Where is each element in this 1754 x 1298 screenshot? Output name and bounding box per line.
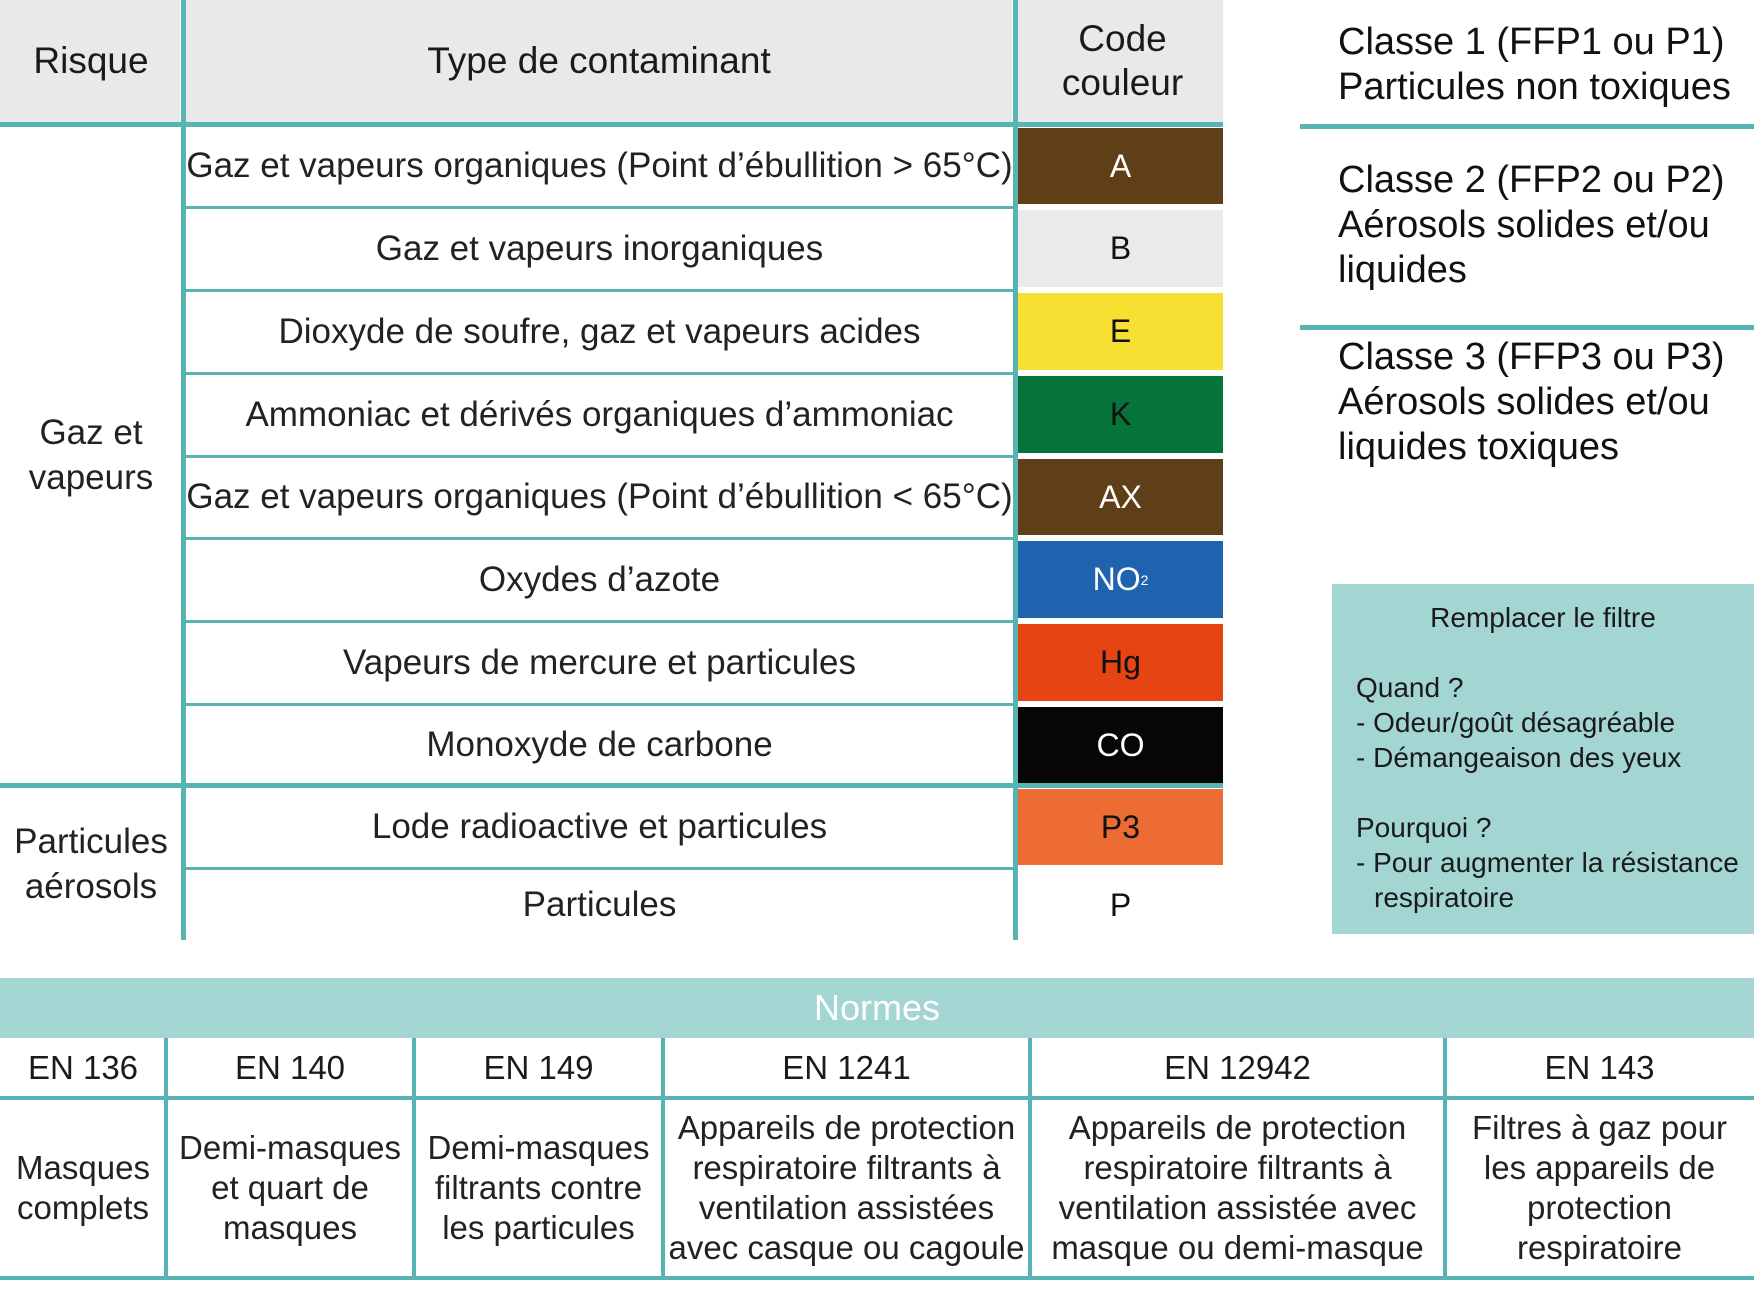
rule-col1 (181, 0, 186, 940)
color-code-label: P3 (1100, 808, 1141, 845)
color-code-label: P (1109, 886, 1132, 923)
why-line: respiratoire (1374, 882, 1515, 913)
class-2-desc-line: liquides (1338, 249, 1467, 291)
class-3-desc-line: Aérosols solides et/ou (1338, 381, 1710, 423)
class-1 (1338, 20, 1754, 110)
norme-code: EN 1241 (782, 1049, 911, 1086)
row-rule (186, 206, 1013, 209)
color-code-label: E (1109, 313, 1132, 349)
norme-desc (166, 1100, 414, 1276)
norme-code: EN 140 (234, 1049, 346, 1086)
norme-desc (0, 1100, 166, 1276)
rule-col2 (1013, 0, 1018, 940)
norme-desc-line: Filtres à gaz pour (1472, 1109, 1727, 1146)
replace-filter-box (1332, 584, 1754, 934)
norme-desc-line: les particules (442, 1209, 635, 1246)
contaminant-type: Monoxyde de carbone (426, 725, 773, 764)
color-code-label: AX (1099, 478, 1142, 515)
contaminant-type: Gaz et vapeurs organiques (Point d’ébullition < 65°C) (186, 477, 1013, 516)
class-divider-2 (1300, 325, 1754, 330)
contaminant-type: Gaz et vapeurs inorganiques (375, 228, 824, 268)
row-rule (186, 867, 1013, 870)
norme-code: EN 136 (27, 1049, 139, 1086)
norme-desc-line: filtrants contre (434, 1169, 643, 1206)
norme-desc-line: ventilation assistées (698, 1189, 995, 1226)
class-2-title: Classe 2 (FFP2 ou P2) (1338, 159, 1725, 201)
when-item: - Odeur/goût désagréable (1356, 707, 1676, 738)
color-code-label: CO (1096, 726, 1145, 763)
norme-desc-line: les appareils de (1483, 1149, 1716, 1186)
normes-col-rule (412, 1038, 416, 1278)
row-rule (186, 289, 1013, 292)
header-type: Type de contaminant (427, 40, 771, 81)
norme-desc-line: masque ou demi-masque (1051, 1229, 1424, 1266)
color-code (1018, 789, 1223, 865)
contaminant-type: Lode radioactive et particules (371, 807, 828, 846)
norme-code: EN 143 (1544, 1049, 1655, 1086)
class-1-desc: Particules non toxiques (1338, 66, 1731, 108)
color-code (1018, 541, 1223, 618)
norme-desc-line: ventilation assistée avec (1058, 1189, 1417, 1226)
normes-col-rule (164, 1038, 168, 1278)
norme-desc-line: Appareils de protection (677, 1109, 1016, 1146)
norme-desc (414, 1100, 663, 1276)
norme-desc-line: et quart de (211, 1169, 369, 1206)
replace-filter-title: Remplacer le filtre (1430, 602, 1656, 633)
row-rule (186, 703, 1013, 706)
class-3-title: Classe 3 (FFP3 ou P3) (1338, 336, 1725, 378)
normes-rule-mid (0, 1096, 1754, 1100)
norme-desc-line: complets (16, 1189, 150, 1226)
norme-code: EN 149 (483, 1049, 594, 1086)
color-code-label: K (1109, 396, 1132, 432)
row-rule (186, 620, 1013, 623)
color-code (1018, 624, 1223, 701)
color-code (1018, 707, 1223, 783)
color-code-label: NO (1092, 561, 1141, 597)
norme-desc-line: avec casque ou cagoule (668, 1229, 1025, 1266)
color-code-label: A (1109, 147, 1132, 184)
normes-rule-bottom (0, 1276, 1754, 1280)
class-2 (1338, 158, 1754, 293)
norme-desc-line: respiratoire filtrants à (1083, 1149, 1392, 1186)
why-line: - Pour augmenter la résistance (1356, 847, 1739, 878)
contaminant-type: Particules (522, 885, 677, 924)
norme-desc (663, 1100, 1030, 1276)
norme-desc-line: Demi-masques (427, 1129, 650, 1166)
contaminant-type: Oxydes d’azote (478, 559, 721, 599)
color-code (1018, 210, 1223, 287)
when-item: - Démangeaison des yeux (1356, 742, 1682, 773)
normes-col-rule (1028, 1038, 1032, 1278)
norme-desc (1030, 1100, 1445, 1276)
norme-desc-line: Demi-masques (179, 1129, 401, 1166)
color-code (1018, 871, 1223, 939)
contaminant-type: Gaz et vapeurs organiques (Point d’ébullition > 65°C) (186, 146, 1013, 185)
color-code (1018, 459, 1223, 535)
norme-desc (1445, 1100, 1754, 1276)
when-heading: Quand ? (1356, 672, 1464, 703)
group-gas-vapours: Gaz et vapeurs (28, 412, 154, 497)
group-aerosol-particles: Particules aérosols (14, 822, 168, 906)
contaminant-type: Dioxyde de soufre, gaz et vapeurs acides (278, 311, 921, 351)
class-3 (1338, 335, 1754, 470)
normes-title: Normes (0, 978, 1754, 1038)
contaminant-type: Vapeurs de mercure et particules (343, 642, 856, 682)
class-3-desc-line: liquides toxiques (1338, 426, 1619, 468)
header-code: Code couleur (1061, 18, 1184, 103)
color-code-label: B (1109, 230, 1132, 266)
norme-desc-line: Appareils de protection (1068, 1109, 1407, 1146)
contaminant-type: Ammoniac et dérivés organiques d’ammoniac (245, 394, 954, 434)
normes-col-rule (661, 1038, 665, 1278)
norme-desc-line: masques (223, 1209, 357, 1246)
class-2-desc-line: Aérosols solides et/ou (1338, 204, 1710, 246)
color-code-sup: 2 (1140, 571, 1149, 588)
color-code-label: Hg (1100, 644, 1141, 680)
why-heading: Pourquoi ? (1356, 812, 1492, 843)
norme-desc-line: Masques (16, 1149, 150, 1186)
color-code (1018, 376, 1223, 453)
norme-desc-line: respiratoire (1516, 1229, 1683, 1266)
header-risk: Risque (33, 40, 149, 81)
norme-code: EN 12942 (1164, 1049, 1311, 1086)
normes-col-rule (1443, 1038, 1447, 1278)
norme-desc-line: protection (1527, 1189, 1672, 1226)
norme-desc-line: respiratoire filtrants à (692, 1149, 1001, 1186)
row-rule (186, 372, 1013, 375)
color-code (1018, 128, 1223, 204)
row-rule (186, 537, 1013, 540)
class-1-title: Classe 1 (FFP1 ou P1) (1338, 21, 1725, 63)
class-divider-1 (1300, 124, 1754, 129)
color-code (1018, 293, 1223, 370)
row-rule (186, 455, 1013, 458)
